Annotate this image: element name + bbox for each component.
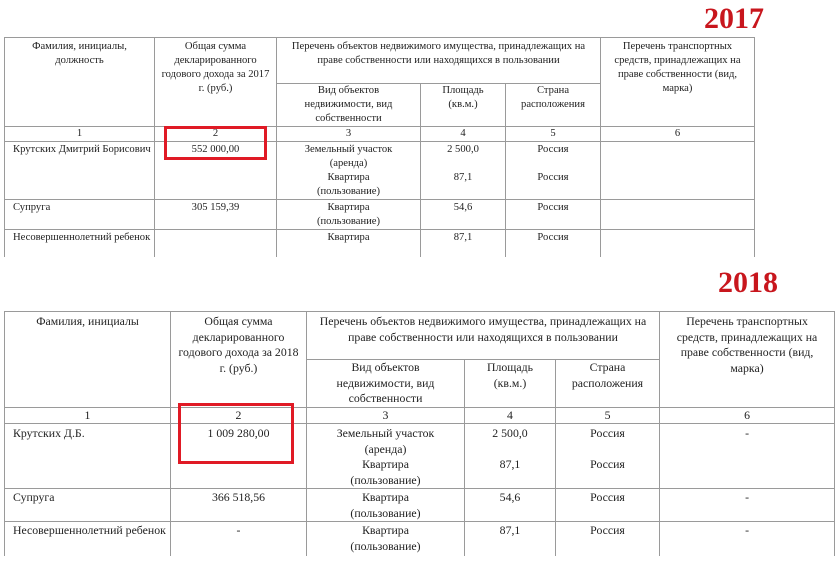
header-area: Площадь (кв.м.) xyxy=(421,84,506,127)
header-name: Фамилия, инициалы xyxy=(5,312,171,408)
realty-item: Квартира (пользование) xyxy=(350,457,421,487)
country-item: Россия xyxy=(556,522,660,556)
person-name: Крутских Дмитрий Борисович xyxy=(5,142,155,200)
header-income: Общая сумма декларированного годового дохода за 2018 г. (руб.) xyxy=(171,312,307,408)
col-number: 4 xyxy=(421,127,506,142)
header-area: Площадь (кв.м.) xyxy=(465,360,556,408)
col-number: 3 xyxy=(277,127,421,142)
country-item: Россия xyxy=(537,172,569,183)
area-item: 87,1 xyxy=(499,457,521,471)
col-number: 2 xyxy=(155,127,277,142)
area-item: 54,6 xyxy=(421,200,506,230)
area-value xyxy=(421,142,506,200)
col-number: 4 xyxy=(465,407,556,424)
country-item: Россия xyxy=(556,489,660,522)
col-number: 1 xyxy=(5,127,155,142)
country-value xyxy=(506,142,601,200)
country-item: Россия xyxy=(590,457,625,471)
realty-item: Квартира xyxy=(277,230,421,257)
header-income: Общая сумма декларированного годового дохода за 2017 г. (руб.) xyxy=(155,38,277,127)
header-realty: Перечень объектов недвижимого имущества, принадлежащих на праве собственности или находящихся в пользовании xyxy=(307,312,660,360)
realty-item: Квартира (пользование) xyxy=(307,489,465,522)
person-name: Супруга xyxy=(5,489,171,522)
realty-item: Квартира (пользование) xyxy=(316,172,381,197)
highlight-income-2018 xyxy=(178,403,294,464)
vehicles-value xyxy=(601,142,755,200)
vehicles-value xyxy=(601,230,755,257)
col-number: 5 xyxy=(506,127,601,142)
income-value: 305 159,39 xyxy=(155,200,277,230)
table-row xyxy=(5,489,835,522)
income-value: - xyxy=(171,522,307,556)
country-item: Россия xyxy=(537,144,569,155)
header-realty-type: Вид объектов недвижимости, вид собственности xyxy=(277,84,421,127)
realty-type xyxy=(307,424,465,489)
vehicles-value: - xyxy=(660,489,835,522)
income-value: 552 000,00 xyxy=(155,142,277,200)
area-item: 87,1 xyxy=(465,522,556,556)
vehicles-value: - xyxy=(660,424,835,489)
area-value xyxy=(465,424,556,489)
col-number: 5 xyxy=(556,407,660,424)
area-item: 87,1 xyxy=(453,172,473,183)
person-name: Супруга xyxy=(5,200,155,230)
col-number: 6 xyxy=(660,407,835,424)
year-2018-label: 2018 xyxy=(718,266,778,299)
header-vehicles: Перечень транспортных средств, принадлежащих на праве собственности (вид, марка) xyxy=(601,38,755,127)
table-row xyxy=(5,200,755,230)
realty-item: Квартира (пользование) xyxy=(307,522,465,556)
realty-type xyxy=(277,142,421,200)
area-item: 2 500,0 xyxy=(447,144,479,155)
income-value xyxy=(155,230,277,257)
col-number: 1 xyxy=(5,407,171,424)
country-item: Россия xyxy=(506,200,601,230)
table-row xyxy=(5,230,755,257)
header-realty-type: Вид объектов недвижимости, вид собственности xyxy=(307,360,465,408)
header-vehicles: Перечень транспортных средств, принадлежащих на праве собственности (вид, марка) xyxy=(660,312,835,408)
area-item: 87,1 xyxy=(421,230,506,257)
highlight-income-2017 xyxy=(164,126,267,160)
col-number: 3 xyxy=(307,407,465,424)
year-2017-label: 2017 xyxy=(704,2,764,35)
table-row xyxy=(5,522,835,556)
header-realty: Перечень объектов недвижимого имущества, принадлежащих на праве собственности или находящихся в пользовании xyxy=(277,38,601,84)
vehicles-value xyxy=(601,200,755,230)
country-value xyxy=(556,424,660,489)
table-row xyxy=(5,142,755,200)
income-value: 1 009 280,00 xyxy=(171,424,307,489)
person-name: Крутских Д.Б. xyxy=(5,424,171,489)
person-name: Несовершеннолетний ребенок xyxy=(5,230,155,257)
col-number: 2 xyxy=(171,407,307,424)
table-row xyxy=(5,424,835,489)
country-item: Россия xyxy=(506,230,601,257)
declaration-table-2017 xyxy=(4,37,755,257)
vehicles-value: - xyxy=(660,522,835,556)
realty-item: Земельный участок (аренда) xyxy=(336,426,435,456)
header-country: Страна расположения xyxy=(556,360,660,408)
declaration-table-2018 xyxy=(4,311,835,556)
realty-item: Квартира (пользование) xyxy=(277,200,421,230)
header-name: Фамилия, инициалы, должность xyxy=(5,38,155,127)
area-item: 2 500,0 xyxy=(492,426,528,440)
header-country: Страна расположения xyxy=(506,84,601,127)
person-name: Несовершеннолетний ребенок xyxy=(5,522,171,556)
col-number: 6 xyxy=(601,127,755,142)
income-value: 366 518,56 xyxy=(171,489,307,522)
area-item: 54,6 xyxy=(465,489,556,522)
country-item: Россия xyxy=(590,426,625,440)
realty-item: Земельный участок (аренда) xyxy=(304,144,393,169)
